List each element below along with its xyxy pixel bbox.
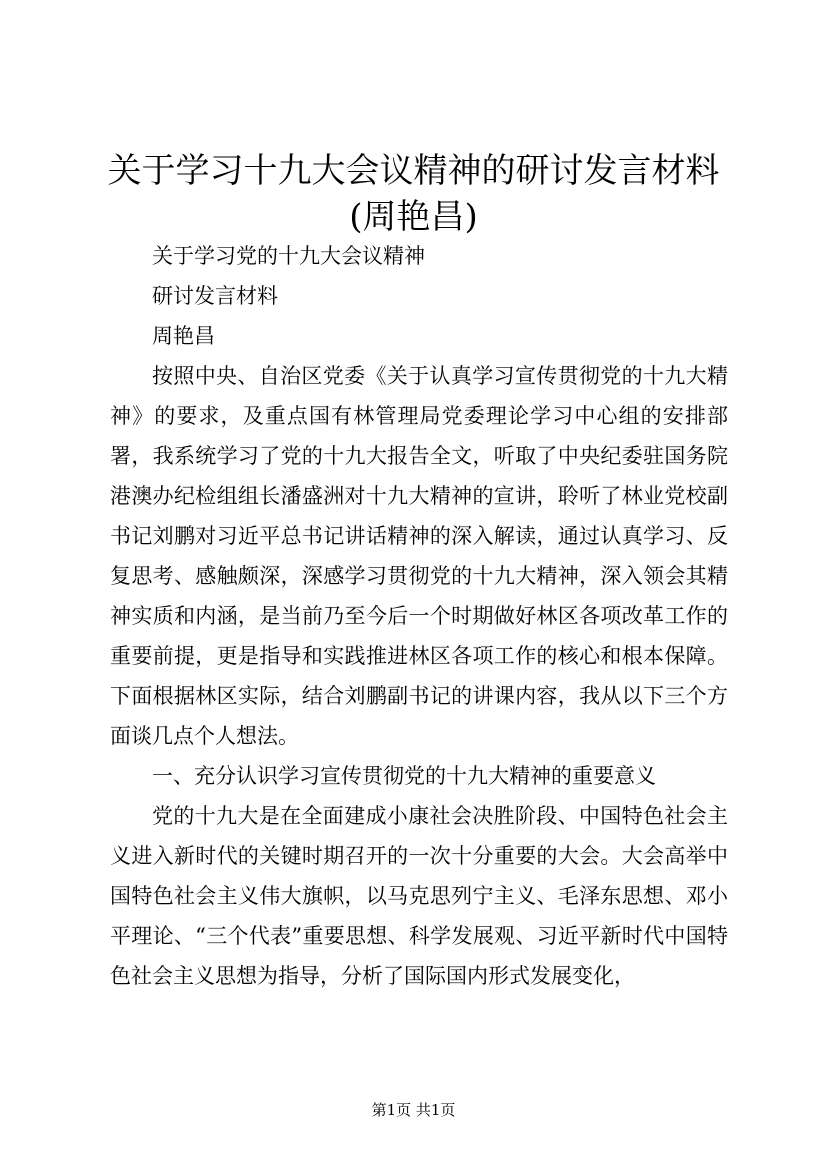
document-body — [110, 236, 728, 996]
page-footer: 第1页 共1页 — [371, 1101, 456, 1119]
section-heading-1: 一、充分认识学习宣传贯彻党的十九大精神的重要意义 — [152, 764, 656, 788]
section-paragraph-1: 党的十九大是在全面建成小康社会决胜阶段、中国特色社会主义进入新时代的关键时期召开的一次十分重要的大会。大会高举中国特色社会主义伟大旗帜，以马克思列宁主义、毛泽东思想、邓小平理论、“三个代表”重要思想、科学发展观、习近平新时代中国特色社会主义思想为指导，分析了国际国内形式发展变化， — [110, 804, 728, 988]
intro-paragraph: 按照中央、自治区党委《关于认真学习宣传贯彻党的十九大精神》的要求，及重点国有林管理局党委理论学习中心组的安排部署，我系统学习了党的十九大报告全文，听取了中央纪委驻国务院港澳办纪检组组长潘盛洲对十九大精神的宣讲，聆听了林业党校副书记刘鹏对习近平总书记讲话精神的深入解读，通过认真学习、反复思考、感触颇深，深感学习贯彻党的十九大精神，深入领会其精神实质和内涵，是当前乃至今后一个时期做好林区各项改革工作的重要前提，更是指导和实践推进林区各项工作的核心和根本保障。下面根据林区实际，结合刘鹏副书记的讲课内容，我从以下三个方面谈几点个人想法。 — [110, 364, 728, 748]
author-name: 周艳昌 — [152, 324, 215, 348]
subtitle-line-1: 关于学习党的十九大会议精神 — [152, 244, 425, 268]
document-title: 关于学习十九大会议精神的研讨发言材料(周艳昌) — [107, 151, 720, 237]
subtitle-line-2: 研讨发言材料 — [152, 284, 278, 308]
